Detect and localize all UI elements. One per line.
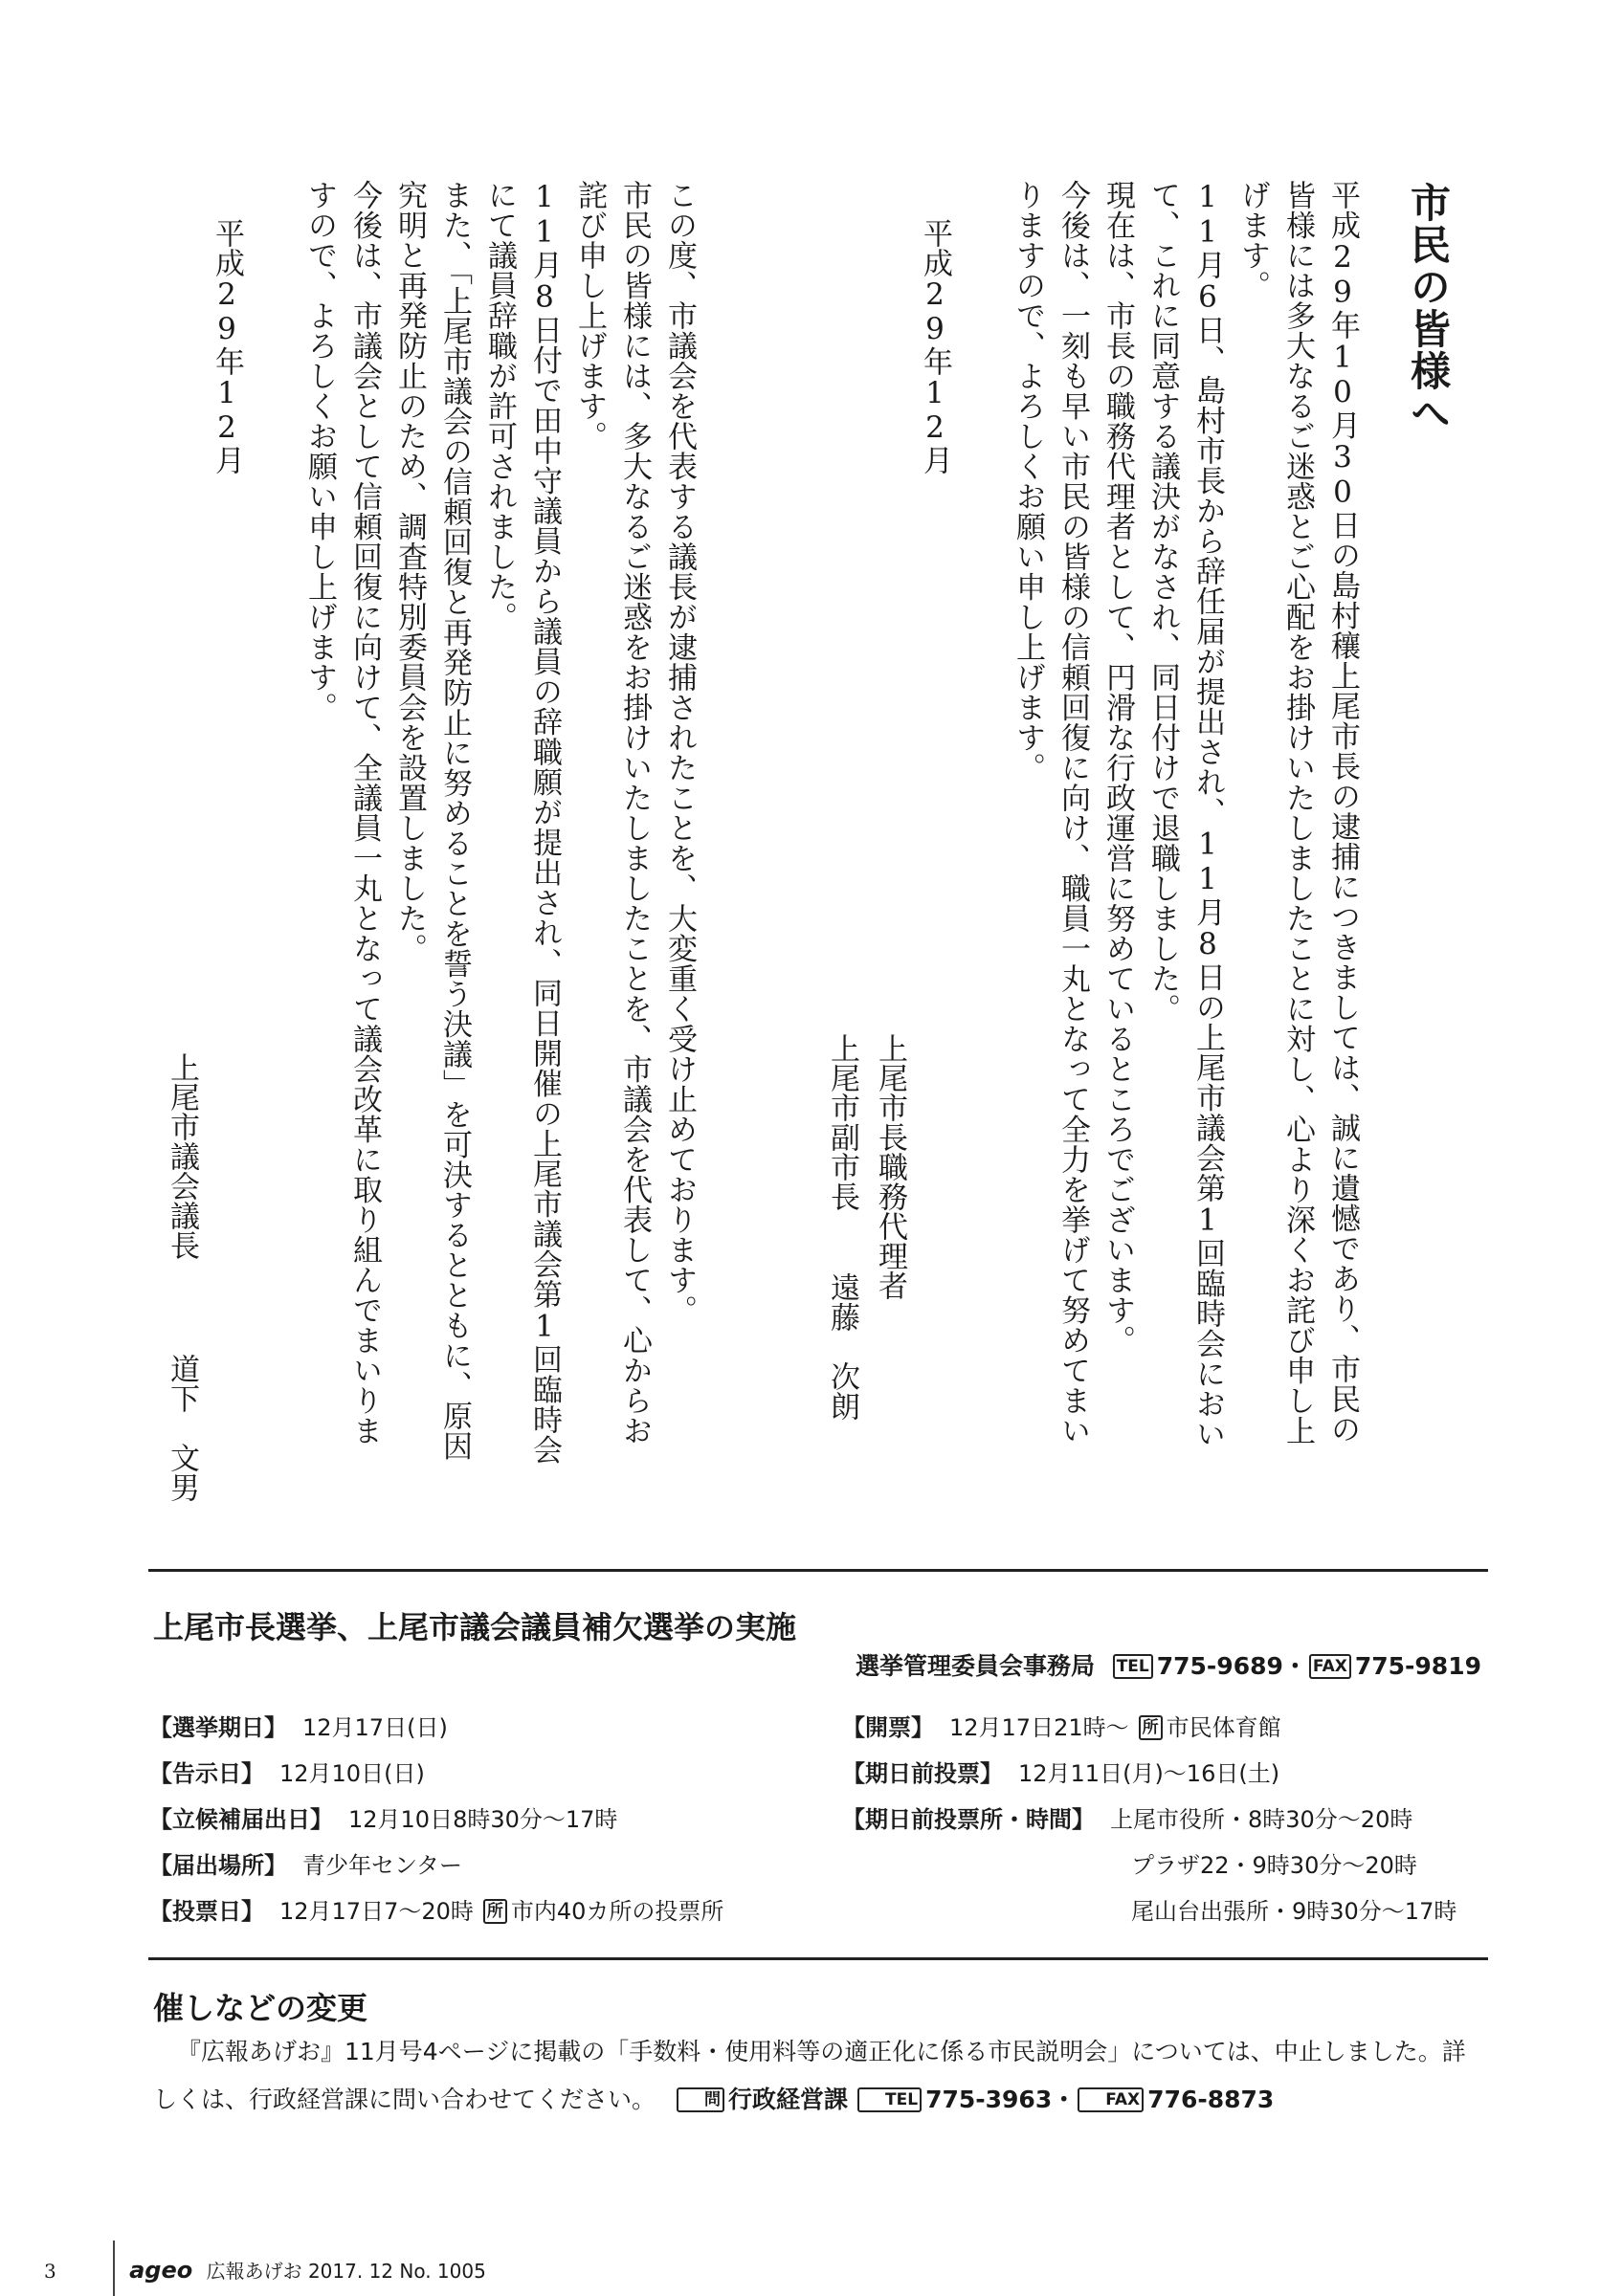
election-fax: 775-9819 [1354,1652,1481,1680]
early-voting-place-row [1131,1892,1456,1926]
candidacy-date-label: 【立候補届出日】 [149,1806,333,1833]
early-voting-place-row [842,1800,1412,1834]
paragraph: また、「上尾市議会の信頼回復と再発防止に努めることを誓う決議」を可決するとともに、原因究明と再発防止のため、調査特別委員会を設置しました。 [392,180,472,1461]
event-change-text: 『広報あげお』11月号4ページに掲載の「手数料・使用料等の適正化に係る市民説明会」については、中止しました。詳しくは、行政経営課に問い合わせてください。 [153,2038,1466,2113]
mayor-message-date: 平成29年12月 [918,218,952,475]
page-number: 3 [44,2260,56,2283]
counting-row [842,1709,1281,1742]
voting-day-value: 12月17日7～20時 [279,1898,474,1925]
candidacy-date-row [149,1800,617,1834]
early-voting-value: 12月11日(月)～16日(土) [1018,1760,1280,1787]
mayor-message-title: 市民の皆様へ [1405,182,1452,434]
page-footer [44,2256,486,2284]
candidacy-date-value: 12月10日8時30分～17時 [348,1806,618,1833]
event-change-contact: 行政経営課 [728,2086,849,2113]
voting-day-row [149,1892,723,1926]
voting-place-value: 市内40カ所の投票所 [510,1898,724,1925]
filing-place-label: 【届出場所】 [149,1852,287,1879]
mayor-message-body [1005,180,1365,1471]
election-title: 上尾市長選挙、上尾市議会議員補欠選挙の実施 [153,1609,797,1645]
contact-icon: 問 [677,2087,724,2112]
paragraph: 11月6日、島村市長から辞任届が提出され、11月8日の上尾市議会第1回臨時会において、これに同意する議決がなされ、同日付けで退職しました。 [1145,180,1225,1449]
counting-value: 12月17日21時～ [949,1714,1129,1741]
paragraph: 現在は、市長の職務代理者として、円滑な行政運営に努めているところでございます。 [1101,180,1135,1356]
election-date-label: 【選挙期日】 [149,1714,287,1741]
paragraph: 今後は、市議会として信頼回復に向けて、全議員一丸となって議会改革に取り組んでまいりますので、よろしくお願い申し上げます。 [302,180,382,1446]
event-change-tel: 775-3963・ [925,2086,1077,2113]
mayor-signer-title1: 上尾市長職務代理者 [873,1033,907,1300]
event-change-notice [153,2028,1474,2124]
council-signer-title: 上尾市議会議長 [165,1052,199,1260]
election-tel: 775-9689・ [1156,1652,1307,1680]
early-voting-place-label: 【期日前投票所・時間】 [842,1806,1095,1833]
paragraph: この度、市議会を代表する議長が逮捕されたことを、大変重く受け止めております。 [662,180,697,1325]
paragraph: 市民の皆様には、多大なるご迷惑をお掛けいたしましたことを、市議会を代表して、心からお詫び申し上げます。 [572,180,652,1446]
event-change-title: 催しなどの変更 [153,1990,368,2026]
early-voting-label: 【期日前投票】 [842,1760,1003,1787]
paragraph: 今後は、一刻も早い市民の皆様の信頼回復に向け、職員一丸となって全力を挙げて努めてまいりますので、よろしくお願い申し上げます。 [1011,180,1090,1446]
early-voting-row [842,1755,1279,1788]
place-icon: 所 [1139,1715,1163,1740]
council-message-date: 平成29年12月 [210,218,244,475]
filing-place-row [149,1846,462,1880]
place-icon: 所 [483,1899,507,1924]
election-office: 選挙管理委員会事務局 [855,1652,1095,1680]
council-message-body [297,180,701,1471]
mayor-signer-name: 遠藤 次朗 [825,1272,859,1421]
publication-info: 広報あげお 2017. 12 No. 1005 [206,2260,486,2283]
election-date-value: 12月17日(日) [302,1714,448,1741]
paragraph: 11月8日付で田中守議員から議員の辞職願が提出され、同日開催の上尾市議会第1回臨時会にて議員辞職が許可されました。 [482,180,562,1465]
early-voting-place-value: 尾山台出張所・9時30分～17時 [1131,1898,1457,1925]
paragraph: 平成29年10月30日の島村穰上尾市長の逮捕につきましては、誠に遺憾であり、市民の皆様には多大なるご迷惑とご心配をお掛けいたしましたことに対し、心より深くお詫び申し上げます。 [1235,180,1360,1446]
counting-place-value: 市民体育館 [1166,1714,1281,1741]
early-voting-place-row [1131,1846,1417,1880]
notice-date-row [149,1755,425,1788]
early-voting-place-value: プラザ22・9時30分～20時 [1131,1852,1417,1879]
early-voting-place-value: 上尾市役所・8時30分～20時 [1110,1806,1413,1833]
filing-place-value: 青少年センター [302,1852,463,1879]
event-change-fax: 776-8873 [1147,2086,1275,2113]
voting-day-label: 【投票日】 [149,1898,264,1925]
election-date-row [149,1709,448,1742]
notice-date-label: 【告示日】 [149,1760,264,1787]
section-divider [148,1957,1488,1960]
fax-icon: FAX [1309,1654,1351,1679]
election-contact [856,1647,1481,1682]
council-signer-name: 道下 文男 [165,1354,199,1502]
tel-icon: TEL [857,2087,922,2112]
counting-label: 【開票】 [842,1714,934,1741]
tel-icon: TEL [1113,1654,1153,1679]
notice-date-value: 12月10日(日) [279,1760,425,1787]
ageo-logo: ageo [129,2257,193,2284]
fax-icon: FAX [1078,2087,1144,2112]
mayor-signer-title2: 上尾市副市長 [825,1033,859,1211]
section-divider [148,1569,1488,1572]
